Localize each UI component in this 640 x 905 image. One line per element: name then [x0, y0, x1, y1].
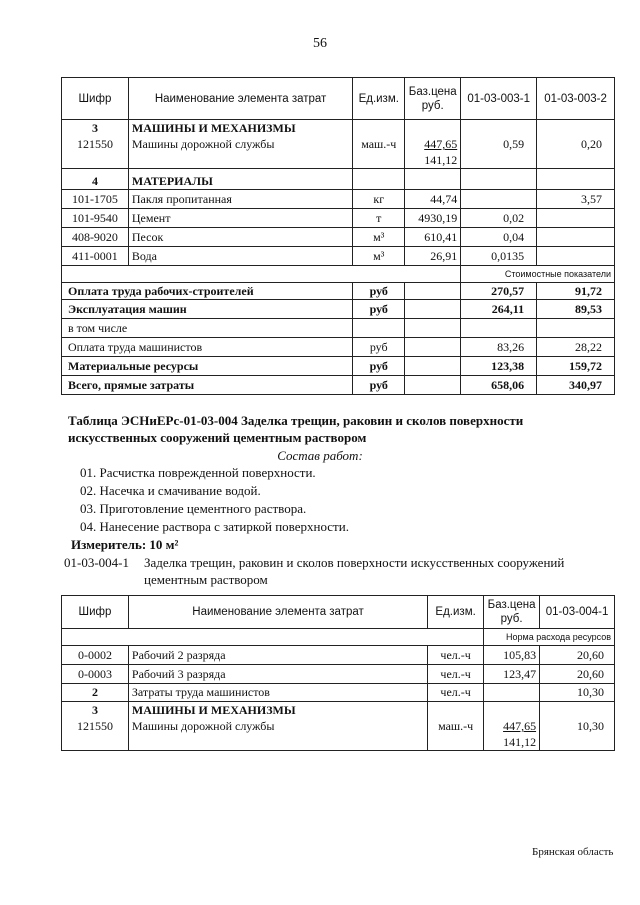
cost-unit: руб — [353, 376, 405, 395]
work-item: 04. Нанесение раствора с затиркой поверхности. — [80, 519, 349, 534]
table-row-material — [62, 190, 615, 209]
price-base: 141,12 — [424, 153, 458, 167]
measure-unit: Измеритель: 10 м² — [71, 537, 179, 552]
cell-name: Машины дорожной службы — [128, 136, 352, 169]
cost-value-2: 28,22 — [537, 338, 615, 357]
cell-unit: кг — [353, 190, 405, 209]
cost-value-2: 89,53 — [537, 300, 615, 319]
cost-header-row — [62, 266, 615, 283]
cost-unit: руб — [353, 338, 405, 357]
cost-name: Всего, прямые затраты — [62, 376, 353, 395]
cell-value-2 — [537, 247, 615, 266]
table-row-worker — [62, 646, 615, 665]
price-current: 447,65 — [503, 719, 537, 733]
col-header-price: Баз.цена руб. — [484, 596, 540, 629]
cost-unit: руб — [353, 357, 405, 376]
work-item: 03. Приготовление цементного раствора. — [80, 501, 307, 516]
cost-row — [62, 283, 615, 300]
col-header-norm-1: 01-03-004-1 — [540, 596, 615, 629]
col-header-norm-2: 01-03-003-2 — [537, 78, 615, 120]
cell-value-1: 10,30 — [540, 684, 615, 702]
table-row-material — [62, 209, 615, 228]
section-title: МАТЕРИАЛЫ — [128, 169, 352, 190]
region-footer: Брянская область — [532, 846, 614, 858]
section-row-machines — [62, 120, 615, 137]
cell-name: Пакля пропитанная — [128, 190, 352, 209]
cell-code: 408-9020 — [62, 228, 129, 247]
cell-code: 121550 — [62, 718, 129, 751]
cost-unit: руб — [353, 283, 405, 300]
cost-row-total — [62, 376, 615, 395]
cell-name: Рабочий 3 разряда — [128, 665, 427, 684]
table-row-operators — [62, 684, 615, 702]
cost-unit: руб — [353, 300, 405, 319]
cell-unit: т — [353, 209, 405, 228]
col-header-unit: Ед.изм. — [428, 596, 484, 629]
cell-price: 44,74 — [405, 190, 461, 209]
cell-price — [484, 718, 540, 751]
resource-table-1 — [61, 77, 615, 395]
cell-unit: чел.-ч — [428, 665, 484, 684]
cell-value-2: 0,20 — [537, 136, 615, 169]
col-header-unit: Ед.изм. — [353, 78, 405, 120]
work-item: 01. Расчистка поврежденной поверхности. — [80, 465, 316, 480]
cost-value-1: 123,38 — [461, 357, 537, 376]
table-header-row — [62, 596, 615, 629]
resource-table-2 — [61, 595, 615, 751]
col-header-name: Наименование элемента затрат — [128, 78, 352, 120]
cell-code: 0-0003 — [62, 665, 129, 684]
cell-code: 2 — [62, 684, 129, 702]
cost-value-1: 264,11 — [461, 300, 537, 319]
section-row-machines — [62, 702, 615, 719]
cost-value-2: 340,97 — [537, 376, 615, 395]
cost-name: Оплата труда рабочих-строителей — [62, 283, 353, 300]
section-title: МАШИНЫ И МЕХАНИЗМЫ — [128, 702, 427, 719]
cost-name: Эксплуатация машин — [62, 300, 353, 319]
cell-code: 411-0001 — [62, 247, 129, 266]
cell-name: Песок — [128, 228, 352, 247]
page-number: 56 — [313, 36, 327, 51]
cost-name: Оплата труда машинистов — [62, 338, 353, 357]
col-header-norm-1: 01-03-003-1 — [461, 78, 537, 120]
cell-value-1: 0,0135 — [461, 247, 537, 266]
cell-name: Рабочий 2 разряда — [128, 646, 427, 665]
cell-unit: м³ — [353, 247, 405, 266]
cost-value-1: 83,26 — [461, 338, 537, 357]
cell-unit: чел.-ч — [428, 646, 484, 665]
table-row-machine — [62, 136, 615, 169]
cell-value-2 — [537, 228, 615, 247]
section-row-materials — [62, 169, 615, 190]
col-header-code: Шифр — [62, 596, 129, 629]
price-base: 141,12 — [503, 735, 537, 749]
cell-value-1: 10,30 — [540, 718, 615, 751]
cell-value-1: 20,60 — [540, 665, 615, 684]
section-code: 3 — [62, 120, 129, 137]
table-row-material — [62, 228, 615, 247]
cell-price — [405, 136, 461, 169]
cell-name: Затраты труда машинистов — [128, 684, 427, 702]
col-header-code: Шифр — [62, 78, 129, 120]
section-title: МАШИНЫ И МЕХАНИЗМЫ — [128, 120, 352, 137]
cell-value-1: 20,60 — [540, 646, 615, 665]
cell-price: 26,91 — [405, 247, 461, 266]
cell-value-1: 0,04 — [461, 228, 537, 247]
cell-code: 101-1705 — [62, 190, 129, 209]
table-row-worker — [62, 665, 615, 684]
cell-unit: маш.-ч — [353, 136, 405, 169]
cell-name: Машины дорожной службы — [128, 718, 427, 751]
cell-unit: чел.-ч — [428, 684, 484, 702]
cell-name: Вода — [128, 247, 352, 266]
cell-code: 0-0002 — [62, 646, 129, 665]
cost-row — [62, 300, 615, 319]
cell-price: 4930,19 — [405, 209, 461, 228]
work-item: 02. Насечка и смачивание водой. — [80, 483, 261, 498]
work-composition-title: Состав работ: — [277, 448, 363, 463]
cell-value-1: 0,59 — [461, 136, 537, 169]
section-title-line-1: Таблица ЭСНиЕРс-01-03-004 Заделка трещин, раковин и сколов поверхности — [68, 413, 524, 428]
cost-value-1: 270,57 — [461, 283, 537, 300]
cost-name: Материальные ресурсы — [62, 357, 353, 376]
cell-unit: м³ — [353, 228, 405, 247]
col-header-name: Наименование элемента затрат — [128, 596, 427, 629]
cell-value-1: 0,02 — [461, 209, 537, 228]
cell-unit: маш.-ч — [428, 718, 484, 751]
cell-price: 610,41 — [405, 228, 461, 247]
item-description-line-2: цементным раствором — [144, 572, 268, 587]
item-code: 01-03-004-1 — [64, 555, 129, 570]
cell-price: 123,47 — [484, 665, 540, 684]
cost-header: Стоимостные показатели — [461, 266, 615, 283]
section-code: 4 — [62, 169, 129, 190]
norm-header: Норма расхода ресурсов — [484, 629, 615, 646]
table-header-row — [62, 78, 615, 120]
cell-price: 105,83 — [484, 646, 540, 665]
table-row-material — [62, 247, 615, 266]
cell-code: 101-9540 — [62, 209, 129, 228]
cell-value-2: 3,57 — [537, 190, 615, 209]
cell-name: Цемент — [128, 209, 352, 228]
cost-value-1: 658,06 — [461, 376, 537, 395]
cell-code: 121550 — [62, 136, 129, 169]
cell-value-2 — [537, 209, 615, 228]
price-current: 447,65 — [424, 137, 458, 151]
cost-row — [62, 338, 615, 357]
section-title-line-2: искусственных сооружений цементным раствором — [68, 430, 367, 445]
cell-value-1 — [461, 190, 537, 209]
table-row-machine — [62, 718, 615, 751]
cost-row — [62, 319, 615, 338]
cost-value-2: 91,72 — [537, 283, 615, 300]
cost-name: в том числе — [62, 319, 353, 338]
norm-header-row — [62, 629, 615, 646]
item-description-line-1: Заделка трещин, раковин и сколов поверхности искусственных сооружений — [144, 555, 565, 570]
col-header-price: Баз.цена руб. — [405, 78, 461, 120]
section-code: 3 — [62, 702, 129, 719]
cost-row — [62, 357, 615, 376]
cost-value-2: 159,72 — [537, 357, 615, 376]
